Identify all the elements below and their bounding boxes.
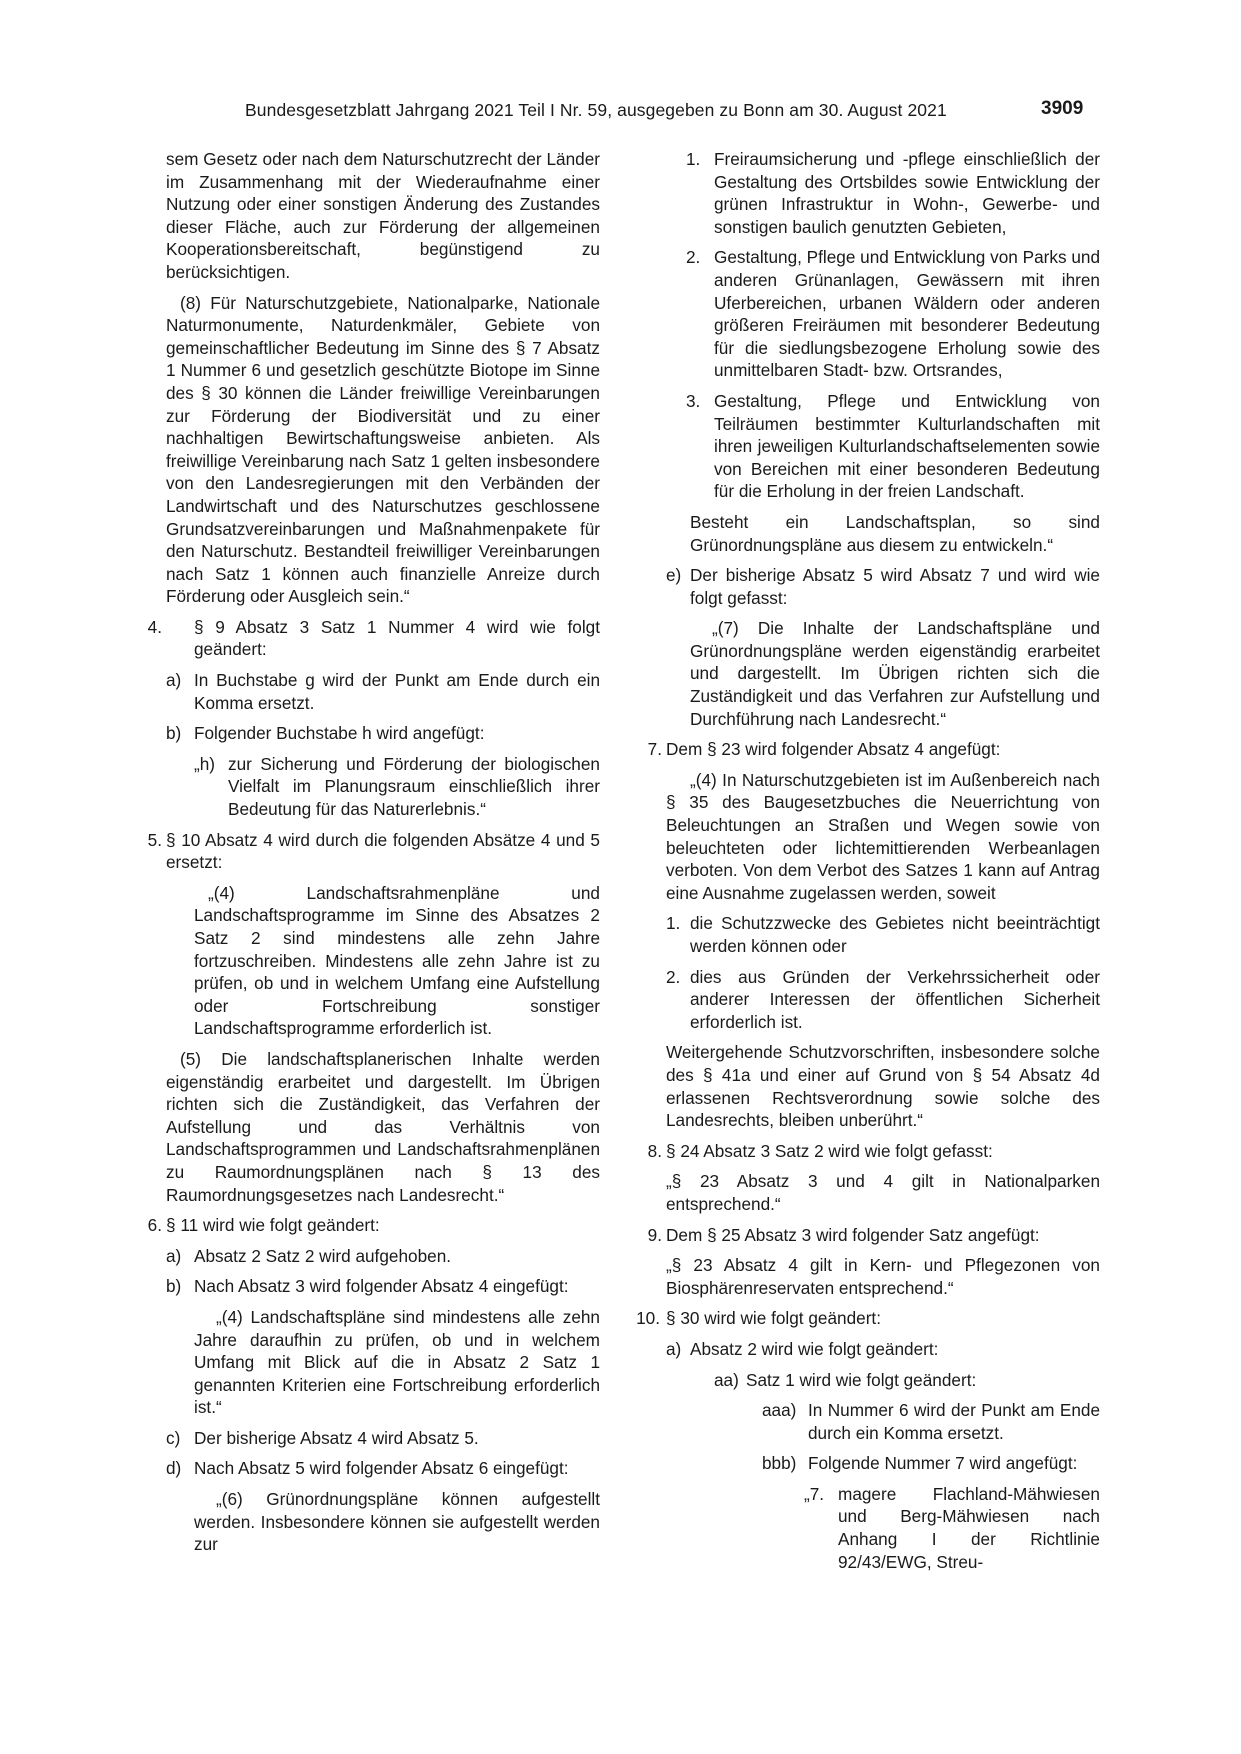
list-item-6e: [666, 564, 1100, 609]
item-text: § 24 Absatz 3 Satz 2 wird wie folgt gefasst:: [666, 1140, 993, 1161]
quote-paragraph-6d: „(6) Grünordnungspläne können aufgestellt werden. Insbesondere können sie aufgestellt werden zur: [194, 1489, 600, 1555]
item-text: zur Sicherung und Förderung der biologischen Vielfalt im Planungsraum einschließlich ihrer Bedeutung für das Naturerlebnis.“: [228, 753, 600, 820]
list-item-6: [147, 1214, 600, 1237]
quote-paragraph-9: „§ 23 Absatz 4 gilt in Kern- und Pflegezonen von Biosphärenreservaten entsprechend.“: [666, 1255, 1100, 1298]
item-label: „7.: [804, 1483, 825, 1504]
list-item-9: [647, 1224, 1100, 1247]
paragraph-5: (5) Die landschaftsplanerischen Inhalte werden eigenständig erarbeitet und dargestellt. Im Übrigen richten sich die Zuständigkeit, das Verfahren der Aufstellung und das Verhältnis von Landschaftsprogrammen und Landschaftsrahmenplänen zu Raumordnungsplänen nach § 13 des Raumordnungsgesetzes nach Landesrecht.“: [166, 1048, 600, 1205]
quote-paragraph-4: „(4) Landschaftsrahmenpläne und Landschaftsprogramme im Sinne des Absatzes 2 Satz 2 sind mindestens alle zehn Jahre fortzuschreiben. Mindestens alle zehn Jahre ist zu prüfen, ob und in welchem Umfang eine Aufstellung oder Fortschreibung sonstiger Landschaftsprogramme erforderlich ist.: [194, 882, 600, 1039]
item-label: aaa): [762, 1400, 797, 1421]
list-item-6a: [166, 1245, 600, 1268]
item-label: b): [166, 1276, 182, 1297]
item-text: Satz 1 wird wie folgt geändert:: [746, 1369, 977, 1390]
after-list-text-7: Weitergehende Schutzvorschriften, insbesondere solche des § 41a und einer auf Grund von § 54 Absatz 4d erlassenen Rechtsverordnung sowie solche des Landesrechts, bleiben unberührt.“: [666, 1042, 1100, 1131]
item-text: Absatz 2 Satz 2 wird aufgehoben.: [194, 1245, 452, 1266]
item-label: 7.: [647, 739, 662, 760]
item-text: Folgender Buchstabe h wird angefügt:: [194, 723, 485, 744]
paragraph-8: (8) Für Naturschutzgebiete, Nationalparke, Nationale Naturmonumente, Naturdenkmäler, Gebiete von gemeinschaftlicher Bedeutung im Sinne des § 7 Absatz 1 Nummer 6 und gesetzlich geschützte Biotope im Sinne des § 30 können die Länder freiwillige Vereinbarungen zur Förderung der Biodiversität und zu einer nachhaltigen Bewirtschaftungsweise anbieten. Als freiwillige Vereinbarung nach Satz 1 gelten insbesondere von den Landesregierungen mit den Verbänden der Landwirtschaft und des Naturschutzes geschlossene Grundsatzvereinbarungen und Maßnahmenpakete für den Naturschutz. Bestandteil freiwilliger Vereinbarungen nach Satz 1 können auch finanzielle Anreize durch Förderung oder Ausgleich sein.“: [166, 292, 600, 607]
item-text: Freiraumsicherung und -pflege einschließlich der Gestaltung des Ortsbildes sowie Entwicklung der grünen Infrastruktur in Wohn-, Gewerbe- und sonstigen baulich genutzten Gebieten,: [714, 149, 1100, 237]
list-item-r2: [666, 246, 1100, 382]
list-item-8: [647, 1140, 1100, 1163]
item-label: 1.: [686, 149, 701, 169]
item-label: a): [166, 1245, 182, 1266]
item-text: § 10 Absatz 4 wird durch die folgenden Absätze 4 und 5 ersetzt:: [166, 829, 600, 873]
item-text: Dem § 23 wird folgender Absatz 4 angefügt:: [666, 739, 1001, 760]
item-text: § 30 wird wie folgt geändert:: [666, 1308, 881, 1329]
item-label: c): [166, 1427, 181, 1448]
item-text: Der bisherige Absatz 5 wird Absatz 7 und wird wie folgt gefasst:: [690, 565, 1100, 608]
item-label: 3.: [686, 390, 701, 411]
after-list-text: Besteht ein Landschaftsplan, so sind Grünordnungspläne aus diesem zu entwickeln.“: [690, 511, 1100, 555]
item-label: a): [166, 670, 182, 691]
page-header: [0, 100, 1241, 130]
item-text: Folgende Nummer 7 wird angefügt:: [808, 1453, 1078, 1474]
item-text: Nach Absatz 5 wird folgender Absatz 6 eingefügt:: [194, 1458, 569, 1479]
left-column: [147, 148, 600, 1564]
item-label: 9.: [647, 1224, 662, 1245]
list-item-10a-bbb: [666, 1452, 1100, 1475]
list-item-10a: [666, 1338, 1100, 1361]
list-item-4b-h: [166, 753, 600, 821]
item-label: d): [166, 1458, 182, 1479]
item-text: Absatz 2 wird wie folgt geändert:: [690, 1338, 939, 1359]
list-item-7: [647, 738, 1100, 761]
item-text: Gestaltung, Pflege und Entwicklung von Teilräumen bestimmter Kulturlandschaften mit ihren jeweiligen Kulturlandschaftselementen sowie von Bereichen mit einer besonderen Bedeutung für die Erholung in der freien Landschaft.: [714, 390, 1100, 502]
list-item-r3: [666, 390, 1100, 503]
item-label: aa): [714, 1369, 739, 1390]
quote-paragraph-8: „§ 23 Absatz 3 und 4 gilt in Nationalparken entsprechend.“: [666, 1171, 1100, 1214]
item-text: Nach Absatz 3 wird folgender Absatz 4 eingefügt:: [194, 1276, 569, 1297]
list-item-10a-aaa: [666, 1399, 1100, 1444]
item-label: e): [666, 565, 682, 586]
quote-paragraph-7: „(4) In Naturschutzgebieten ist im Außenbereich nach § 35 des Baugesetzbuches die Neuerrichtung von Beleuchtungen an Straßen und Wegen sowie von beleuchteten oder lichtemittierenden Werbeanlagen verboten. Von dem Verbot des Satzes 1 kann auf Antrag eine Ausnahme zugelassen werden, soweit: [666, 769, 1100, 903]
quote-paragraph-6b: „(4) Landschaftspläne sind mindestens alle zehn Jahre daraufhin zu prüfen, ob und in welchem Umfang mit Blick auf die in Absatz 2 Satz 1 genannten Kriterien eine Fortschreibung erforderlich ist.“: [194, 1306, 600, 1418]
item-text: In Nummer 6 wird der Punkt am Ende durch ein Komma ersetzt.: [808, 1400, 1100, 1443]
item-text: Dem § 25 Absatz 3 wird folgender Satz angefügt:: [666, 1224, 1040, 1245]
header-title: Bundesgesetzblatt Jahrgang 2021 Teil I Nr. 59, ausgegeben zu Bonn am 30. August 2021: [245, 100, 947, 120]
list-item-10a-aa: [666, 1369, 1100, 1392]
item-label: a): [666, 1338, 682, 1359]
item-label: 8.: [647, 1140, 662, 1161]
item-label: „h): [194, 753, 216, 774]
list-item-6d: [166, 1457, 600, 1480]
continued-paragraph: sem Gesetz oder nach dem Naturschutzrecht der Länder im Zusammenhang mit der Wiederaufnahme einer Nutzung oder einer sonstigen Änderung des Zustandes dieser Fläche, auch zur Förderung der allgemeinen Kooperationsbereitschaft, begünstigend zu berücksichtigen.: [166, 149, 600, 282]
item-text: Der bisherige Absatz 4 wird Absatz 5.: [194, 1427, 479, 1448]
item-label: 1.: [666, 913, 681, 934]
list-item-10: [636, 1307, 1100, 1330]
item-label: 4.: [147, 616, 162, 637]
list-item-7-1: [666, 912, 1100, 957]
item-label: 2.: [666, 966, 681, 987]
list-item-5: [147, 829, 600, 874]
item-label: 5.: [147, 829, 162, 850]
right-column: [636, 148, 1100, 1573]
list-item-10a-7: [666, 1483, 1100, 1573]
item-text: dies aus Gründen der Verkehrssicherheit oder anderer Interessen der öffentlichen Sicherheit erforderlich ist.: [690, 966, 1100, 1032]
item-label: bbb): [762, 1453, 797, 1474]
list-item-4: [147, 616, 600, 661]
list-item-6b: [166, 1275, 600, 1298]
quote-paragraph-6e: „(7) Die Inhalte der Landschaftspläne und Grünordnungspläne werden eigenständig erarbeitet und dargestellt. Im Übrigen richten sich die Zuständigkeit und das Verfahren zur Aufstellung und Durchführung nach Landesrecht.“: [690, 618, 1100, 729]
list-item-4a: [166, 669, 600, 714]
item-text: magere Flachland-Mähwiesen und Berg-Mähwiesen nach Anhang I der Richtlinie 92/43/EWG, Streu-: [838, 1483, 1100, 1572]
item-text: § 11 wird wie folgt geändert:: [166, 1215, 380, 1236]
list-item-4b: [166, 722, 600, 745]
item-text: Gestaltung, Pflege und Entwicklung von Parks und anderen Grünanlagen, Gewässern mit ihren Uferbereichen, urbanen Wäldern oder anderen größeren Freiräumen mit besonderer Bedeutung für die siedlungsbezogene Erholung sowie des unmittelbaren Stadt- bzw. Ortsrandes,: [714, 247, 1100, 381]
page-number: 3909: [1041, 98, 1084, 119]
item-label: 10.: [636, 1308, 660, 1329]
list-item-7-2: [666, 966, 1100, 1034]
item-label: b): [166, 723, 182, 744]
item-text: In Buchstabe g wird der Punkt am Ende durch ein Komma ersetzt.: [194, 670, 600, 713]
item-label: 2.: [686, 247, 701, 268]
item-text: § 9 Absatz 3 Satz 1 Nummer 4 wird wie folgt geändert:: [194, 616, 600, 660]
list-item-6c: [166, 1427, 600, 1450]
item-text: die Schutzzwecke des Gebietes nicht beeinträchtigt werden können oder: [690, 913, 1100, 956]
item-label: 6.: [147, 1215, 162, 1236]
list-item-r1: [666, 148, 1100, 238]
